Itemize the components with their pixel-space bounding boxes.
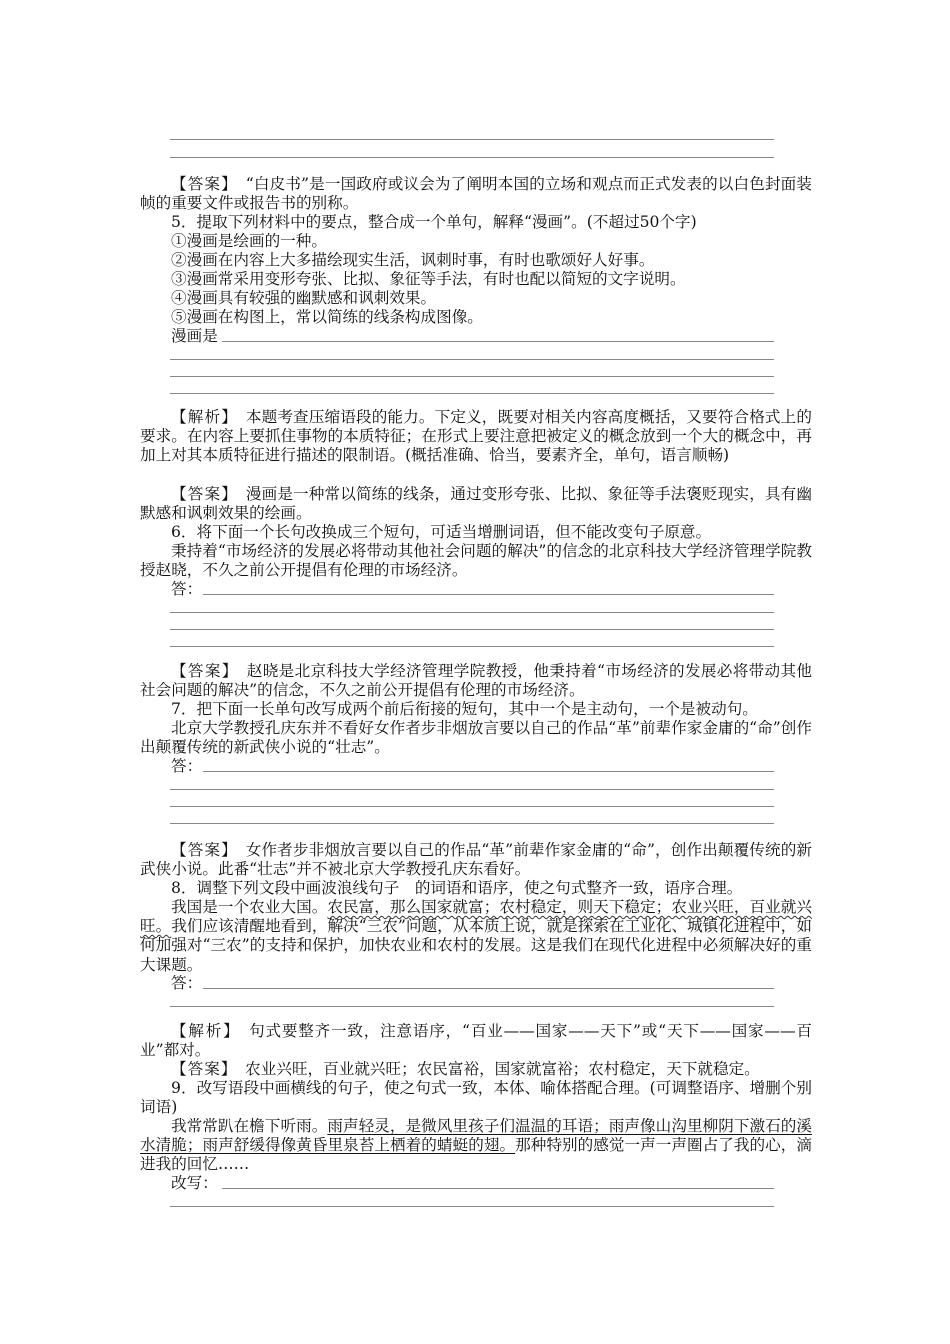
answer-line[interactable] xyxy=(170,1206,774,1207)
q5-item-1: ①漫画是绘画的一种。 xyxy=(171,232,327,250)
answer-line[interactable] xyxy=(170,393,774,394)
answer-tag: 【答案】 xyxy=(171,485,231,503)
q8-analysis xyxy=(140,1022,812,1060)
q7-prompt: 答： xyxy=(171,757,203,775)
q6-prompt: 答： xyxy=(171,580,203,598)
q9-passage-part2: 那种特别的感觉一声一声圈占了我的心，滴进我的回忆…… xyxy=(140,1136,812,1174)
answer-line[interactable] xyxy=(170,612,774,613)
answer-line[interactable] xyxy=(170,789,774,790)
answer-line[interactable] xyxy=(203,988,774,989)
q5-answer-text: 漫画是一种常以简练的线条，通过变形夸张、比拟、象征等手法褒贬现实，具有幽默感和讽刺效果的绘画。 xyxy=(140,485,812,523)
q5-item-2: ②漫画在内容上大多描绘现实生活，讽刺时事，有时也歌颂好人好事。 xyxy=(171,251,655,269)
q8-passage xyxy=(140,898,812,975)
q6-answer-text: 赵晓是北京科技大学经济管理学院教授，他秉持着“市场经济的发展必将带动其他社会问题的解决”的信念，不久之前公开提倡有伦理的市场经济。 xyxy=(140,662,812,700)
q5-item-5: ⑤漫画在构图上，常以简练的线条构成图像。 xyxy=(171,308,483,326)
q5-item-3: ③漫画常采用变形夸张、比拟、象征等手法，有时也配以简短的文字说明。 xyxy=(171,270,686,288)
q5-analysis-text: 本题考查压缩语段的能力。下定义，既要对相关内容高度概括，又要符合格式上的要求。在内容上要抓住事物的本质特征；在形式上要注意把被定义的概念放到一个大的概念中，再加上对其本质特征进行描述的限制语。(概括准确、恰当，要素齐全，单句，语言顺畅) xyxy=(140,408,812,465)
q8-analysis-text: 句式要整齐一致，注意语序，“百业——国家——天下”或“天下——国家——百业”都对。 xyxy=(140,1022,813,1060)
q9-underlined-sentence: 雨声轻灵，是微风里孩子们温温的耳语；雨声像山沟里柳阴下激石的溪水清脆；雨声舒缓得像黄昏里泉苔上栖着的蜻蜓的翅。 xyxy=(140,1117,812,1155)
answer-line xyxy=(170,139,774,140)
answer-line xyxy=(170,157,774,158)
q8-passage-part2: 我们应该清醒地看到，解决“三农”问题，从本质上说，就是探索在工业化、城镇化进程中，如何加强对“三农”的支持和保护，加快农业和农村的发展。这是我们在现代化进程中必须解决好的重大课题。 xyxy=(140,917,812,974)
analysis-tag: 【解析】 xyxy=(171,1022,233,1040)
answer-line[interactable] xyxy=(170,376,774,377)
answer-tag: 【答案】 xyxy=(171,175,231,193)
q8-answer xyxy=(140,1060,812,1079)
q4-answer-text: “白皮书”是一国政府或议会为了阐明本国的立场和观点而正式发表的以白色封面装帧的重要文件或报告书的别称。 xyxy=(140,175,812,213)
answer-line[interactable] xyxy=(170,646,774,647)
answer-line[interactable] xyxy=(170,629,774,630)
answer-line[interactable] xyxy=(222,341,774,342)
answer-line[interactable] xyxy=(222,1188,774,1189)
answer-line[interactable] xyxy=(170,359,774,360)
q6-answer xyxy=(140,662,812,700)
q6-sentence: 秉持着“市场经济的发展必将带动其他社会问题的解决”的信念的北京科技大学经济管理学院教授赵晓，不久之前公开提倡有伦理的市场经济。 xyxy=(140,542,812,580)
q7-title: 7．把下面一长单句改写成两个前后衔接的短句，其中一个是主动句，一个是被动句。 xyxy=(171,700,758,718)
q9-prompt: 改写： xyxy=(171,1174,218,1192)
q4-answer xyxy=(140,175,812,213)
q5-analysis xyxy=(140,408,812,466)
q9-title: 9．改写语段中画横线的句子，使之句式一致，本体、喻体搭配合理。(可调整语序、增删个别词语) xyxy=(140,1079,812,1117)
q7-answer-text: 女作者步非烟放言要以自己的作品“革”前辈作家金庸的“命”，创作出颠覆传统的新武侠小说。此番“壮志”并不被北京大学教授孔庆东看好。 xyxy=(140,841,812,879)
q6-title: 6．将下面一个长句改换成三个短句，可适当增删词语，但不能改变句子原意。 xyxy=(171,523,712,541)
q5-prompt: 漫画是 xyxy=(171,327,218,345)
analysis-tag: 【解析】 xyxy=(171,408,231,426)
q8-answer-text: 农业兴旺，百业就兴旺；农民富裕，国家就富裕；农村稳定，天下就稳定。 xyxy=(229,1060,760,1078)
q8-wavy-sentence: 农民富，那么国家就富；农村稳定，则天下稳定；农业兴旺，百业就兴旺。 xyxy=(140,898,812,936)
q8-prompt: 答： xyxy=(171,974,203,992)
answer-tag: 【答案】 xyxy=(171,1060,230,1078)
q5-answer xyxy=(140,485,812,523)
answer-tag: 【答案】 xyxy=(171,841,231,859)
q7-answer xyxy=(140,841,812,879)
q7-sentence: 北京大学教授孔庆东并不看好女作者步非烟放言要以自己的作品“革”前辈作家金庸的“命”创作出颠覆传统的新武侠小说的“壮志”。 xyxy=(140,719,812,757)
q5-title: 5．提取下列材料中的要点，整合成一个单句，解释“漫画”。(不超过50个字) xyxy=(171,213,697,231)
q5-item-4: ④漫画具有较强的幽默感和讽刺效果。 xyxy=(171,289,437,307)
answer-line[interactable] xyxy=(170,806,774,807)
answer-line[interactable] xyxy=(170,1006,774,1007)
answer-line[interactable] xyxy=(203,594,774,595)
q8-title: 8．调整下列文段中画波浪线句子 的词语和语序，使之句式整齐一致，语序合理。 xyxy=(171,879,743,897)
answer-line[interactable] xyxy=(170,823,774,824)
q9-passage xyxy=(140,1117,812,1175)
q8-passage-part1: 我国是一个农业大国。 xyxy=(171,898,328,916)
q9-passage-part1: 我常常趴在檐下听雨。 xyxy=(171,1117,328,1135)
answer-line[interactable] xyxy=(203,771,774,772)
answer-tag: 【答案】 xyxy=(171,662,231,680)
